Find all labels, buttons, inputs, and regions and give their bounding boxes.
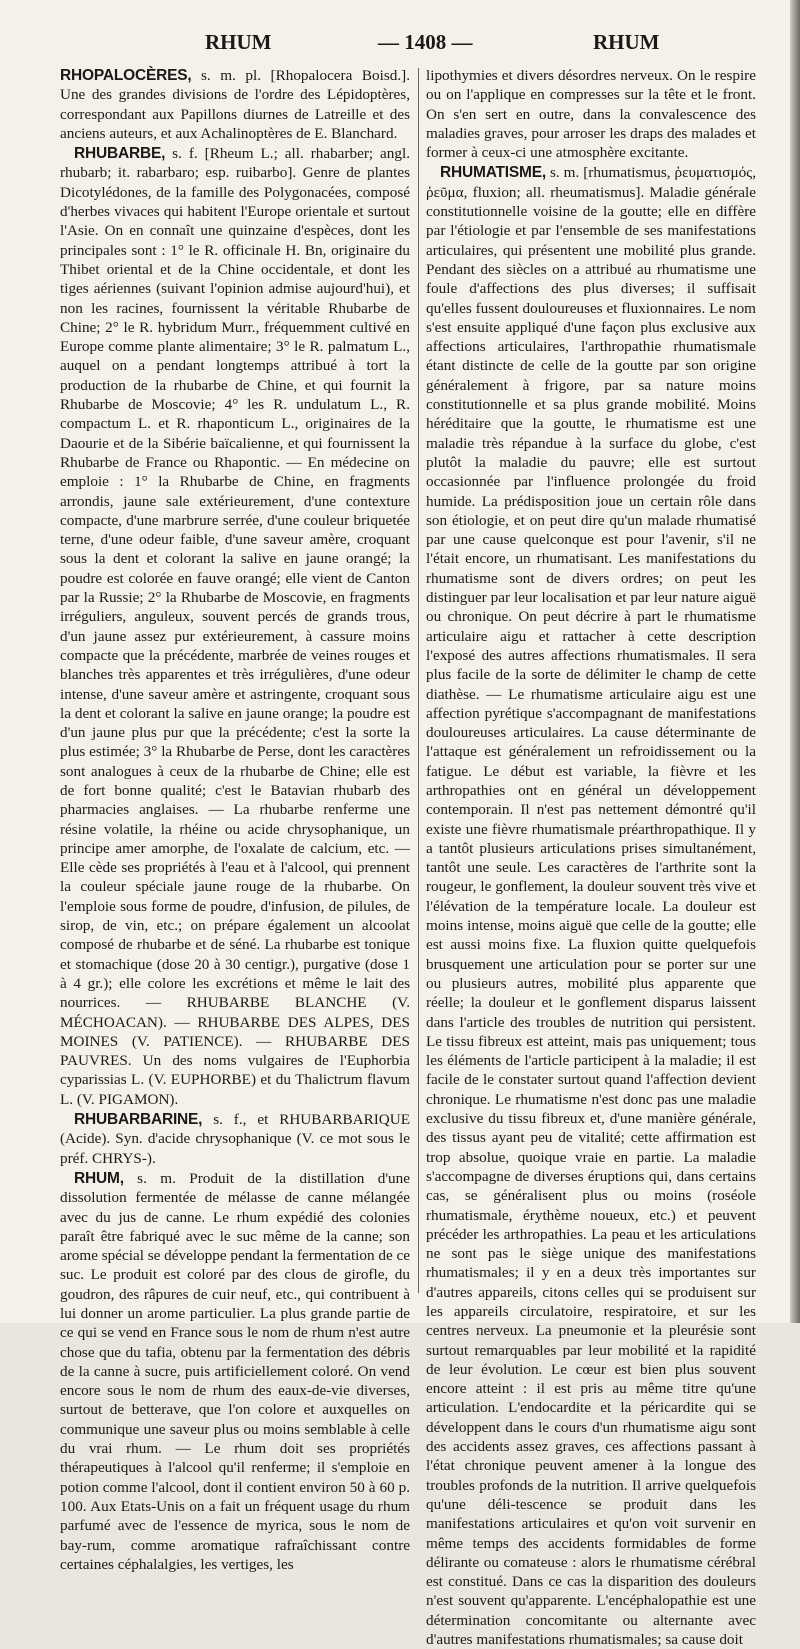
entry-text: s. f. [Rheum L.; all. rhabarber; angl. rhubarb; it. rabarbaro; esp. ruibarbo]. Genre de plantes Dicotylédones, de la famille des Polygonacées, composé d'herbes vivaces qui habitent l'Europe orientale et surtout l'Asie. On en connaît une quinzaine d'espèces, dont les principales sont : 1° le R. officinale H. Bn, originaire du Thibet oriental et de la Chine occidentale, et dont les tiges aériennes (suivant l'opinion admise aujourd'hui), et non les racines, fournissent la véritable Rhubarbe de Chine; 2° le R. hybridum Murr., fréquemment cultivé en Europe comme plante alimentaire; 3° le R. palmatum L., auquel on a pendant longtemps attribué à tort la production de la rhubarbe de Chine, et qui fournit la Rhubarbe de Moscovie; 4° les R. undulatum L., R. compactum L. et R. rhaponticum L., originaires de la Daourie et de la Sibérie baïcalienne, et qui fournissent la Rhubarbe de France ou Rhapontic. — En médecine on emploie : 1° la Rhubarbe de Chine, en fragments arrondis, jaune sale extérieurement, d'une contexture compacte, d'une marbrure serrée, d'une couleur briquetée terne, d'une odeur faible, d'une saveur amère, croquant sous la dent et colorant la salive en jaune orangé; la poudre est colorée en fauve orangé; elle vient de Canton par la Russie; 2° la Rhubarbe de Moscovie, en fragments irréguliers, anguleux, souvent percés de grands trous, d'un jaune assez pur extérieurement, à cassure moins compacte que la précédente, marbrée de veines rouges et blanches très apparentes et très irrégulières, d'une odeur intense, d'une saveur amère et astringente, croquant sous la dent et colorant la salive en jaune orange; la poudre est d'un jaune plus pur que la précédente; c'est la sorte la plus estimée; 3° la Rhubarbe de Perse, dont les caractères sont analogues à ceux de la rhubarbe de Chine; elle est de fort bonne qualité; c'est le Batavian rhubarb des pharmacies anglaises. — La rhubarbe renferme une résine volatile, la rhéine ou acide chrysophanique, un principe amer amorphe, de l'oxalate de calcium, etc. — Elle cède ses propriétés à l'eau et à l'alcool, qui prennent la couleur spéciale jaune rouge de la rhubarbe. On l'emploie sous forme de poudre, d'infusion, de pilules, de sirop, de vin, etc.; on prépare également un alcoolat composé de rhubarbe et de séné. La rhubarbe est tonique et stomachique (dose 20 à 30 centigr.), purgative (dose 1 à 4 gr.); elle colore les excrétions et même le lait des nourrices. — RHUBARBE BLANCHE (V. MÉCHOACAN). — RHUBARBE DES ALPES, DES MOINES (V. PATIENCE). — RHUBARBE DES PAUVRES. Un des noms vulgaires de l'Euphorbia cyparissias L. (V. EUPHORBE) et du Thalictrum flavum L. (V. PIGAMON). bbox=[60, 145, 410, 1108]
entry-rhumatisme bbox=[426, 163, 756, 1649]
entry-text: lipothymies et divers désordres nerveux. On le respire ou on l'applique en compresses sur la tête et le front. On s'en sert en outre, dans la convalescence des maladies graves, pour arroser les draps des malades et former à ceux-ci une atmosphère excitante. bbox=[426, 67, 756, 162]
entry-text: s. m. [rhumatismus, ῥευματισμός, ῥεῦμα, fluxion; all. rheumatismus]. Maladie générale constitutionnelle voisine de la goutte; elle en diffère par l'étiologie et par l'ensemble de ses manifestations articulaires, qui présentent une mobilité plus grande. Pendant des siècles on a attribué au rhumatisme une foule d'affections des plus diverses; il suffisait qu'elles fussent douloureuses et fluxionnaires. Le nom s'est ensuite appliqué d'une façon plus exclusive aux affections articulaires, l'arthropathie rhumatismale étant distincte de celle de la goutte par son origine généralement à frigore, par sa nature moins constitutionnelle et sa plus grande mobilité. Moins héréditaire que la goutte, le rhumatisme est une maladie très répandue à la surface du globe, c'est plutôt la maladie du pauvre; elle est surtout occasionnée par l'influence prolongée du froid humide. La prédisposition joue un certain rôle dans son étiologie, et on peut dire qu'un malade rhumatisé par une cause quelconque est pour l'avenir, s'il ne l'était encore, un rhumatisant. Les manifestations du rhumatisme sont de divers ordres; on peut les distinguer par leur localisation et par leur nature aiguë ou chronique. On peut décrire à part le rhumatisme articulaire aigu et rattacher à cette description l'exposé des autres affections rhumatismales. Il sera plus facile de la sorte de délimiter le champ de cette diathèse. — Le rhumatisme articulaire aigu est une affection pyrétique s'accompagnant de manifestations douloureuses articulaires. La cause déterminante de l'attaque est généralement un refroidissement ou la fatigue. Le début est variable, la fièvre et les arthropathies ont en général un développement contemporain. Il n'est pas nettement démontré qu'il existe une fièvre rhumatismale préarthropathique. Il y a tantôt plusieurs articulations prises simultanément, tantôt une seule. Les caractères de l'arthrite sont la rougeur, le gonflement, la douleur souvent très vive et l'élévation de la température locale. La douleur est moins intense, moins aiguë que celle de la goutte; elle est aussi moins fixe. La fluxion quitte quelquefois brusquement une articulation pour se porter sur une ou plusieurs autres, mobilité plus apparente que réelle; la douleur et le gonflement disparus laissent dans l'article des troubles de nutrition qui persistent. Le tissu fibreux est atteint, mais pas uniquement; tous les éléments de l'article participent à la maladie; il est facile de le constater surtout quand l'affection devient chronique. Le rhumatisme n'est donc pas une maladie exclusive du tissu fibreux et, d'une manière générale, des tissus ayant peu de vitalité; cette affirmation est trop absolue, quoique vraie en partie. La maladie s'accompagne de diverses éruptions qui, dans certains cas, se généralisent plus ou moins (roséole rhumatismale, érythème noueux, etc.) et peuvent précéder les arthropathies. La peau et les articulations ne sont pas le siège unique des manifestations rhumatismales; il y en a deux très importantes sur d'autres appareils, citons celles qui se produisent sur les appareils circulatoire, respiratoire, et sur les centres nerveux. La pneumonie et la pleurésie sont surtout remarquables par leur mobilité et la rapidité de leur évolution. Le cœur est bien plus souvent encore atteint : il est pris au même titre qu'une articulation. L'endocardite et la péricardite qui se développent dans le cours d'un rhumatisme aigu sont des accidents assez graves, ces affections passant à l'état chronique peuvent amener à la longue des troubles profonds de la nutrition. Il arrive quelquefois qu'une déli-tescence se produit dans les manifestations articulaires et qu'on voit survenir en même temps des accidents formidables de forme délirante ou comateuse : alors le rhumatisme cérébral est constitué. Dans ce cas la disparition des douleurs n'est souvent qu'apparente. L'encéphalopathie est une détermination concomitante ou alternante avec d'autres manifestations rhumatismales; sa cause doit bbox=[426, 164, 756, 1649]
entry-rhubarbe bbox=[60, 144, 410, 1109]
right-column bbox=[426, 66, 756, 1649]
page-edge-shadow bbox=[790, 0, 800, 1323]
entry-headword: RHOPALOCÈRES, bbox=[60, 67, 192, 84]
header-left-word: RHUM bbox=[205, 30, 272, 54]
entry-rhopaloceres bbox=[60, 66, 410, 143]
entry-text: s. m. pl. [Rhopalocera Boisd.]. Une des grandes divisions de l'ordre des Lépidoptères, correspondant aux Papillons diurnes de Latreille et des anciens auteurs, et aux Achalinoptères de E. Blanchard. bbox=[60, 67, 410, 142]
entry-text: s. m. Produit de la distillation d'une dissolution fermentée de mélasse de canne mélangée avec du jus de canne. Le rhum expédié des colonies paraît être fabriqué avec le suc même de la canne; son arome spécial se développe pendant la fermentation de ce suc. Le produit est coloré par des clous de girofle, du goudron, des râpures de cuir neuf, etc., qui contribuent à lui donner un arome particulier. La plus grande partie de ce qui se vend en France sous le nom de rhum n'est autre chose que du tafia, obtenu par la fermentation des débris de la canne à sucre, puis artificiellement coloré. On vend encore sous le nom de rhum des eaux-de-vie diverses, surtout de betterave, que l'on colore et auxquelles on communique une saveur plus ou moins semblable à celle du vrai rhum. — Le rhum doit ses propriétés thérapeutiques à l'alcool qu'il renferme; il s'emploie en potion comme l'alcool, dont il contient environ 50 à 60 p. 100. Aux Etats-Unis on a fait un fréquent usage du rhum parfumé avec de l'essence de myrica, sous le nom de bay-rum, comme aromatique rafraîchissant contre certaines céphalalgies, les vertiges, les bbox=[60, 1169, 410, 1573]
entry-headword: RHUMATISME, bbox=[440, 164, 547, 182]
entry-rhum bbox=[60, 1169, 410, 1574]
column-divider bbox=[418, 68, 419, 1293]
entry-headword: RHUBARBE, bbox=[74, 145, 166, 163]
entry-headword: RHUBARBARINE, bbox=[74, 1111, 203, 1129]
page-number: — 1408 — bbox=[378, 30, 473, 54]
entry-headword: RHUM, bbox=[74, 1169, 124, 1187]
entry-rhum-continued bbox=[426, 66, 756, 162]
entry-rhubarbarine bbox=[60, 1110, 410, 1168]
header-right-word: RHUM bbox=[593, 30, 660, 54]
entry-text: s. f., et RHUBARBARIQUE (Acide). Syn. d'acide chrysophanique (V. ce mot sous le préf. CHRYS-). bbox=[60, 1111, 410, 1167]
running-header bbox=[60, 30, 760, 60]
left-column bbox=[60, 66, 410, 1573]
